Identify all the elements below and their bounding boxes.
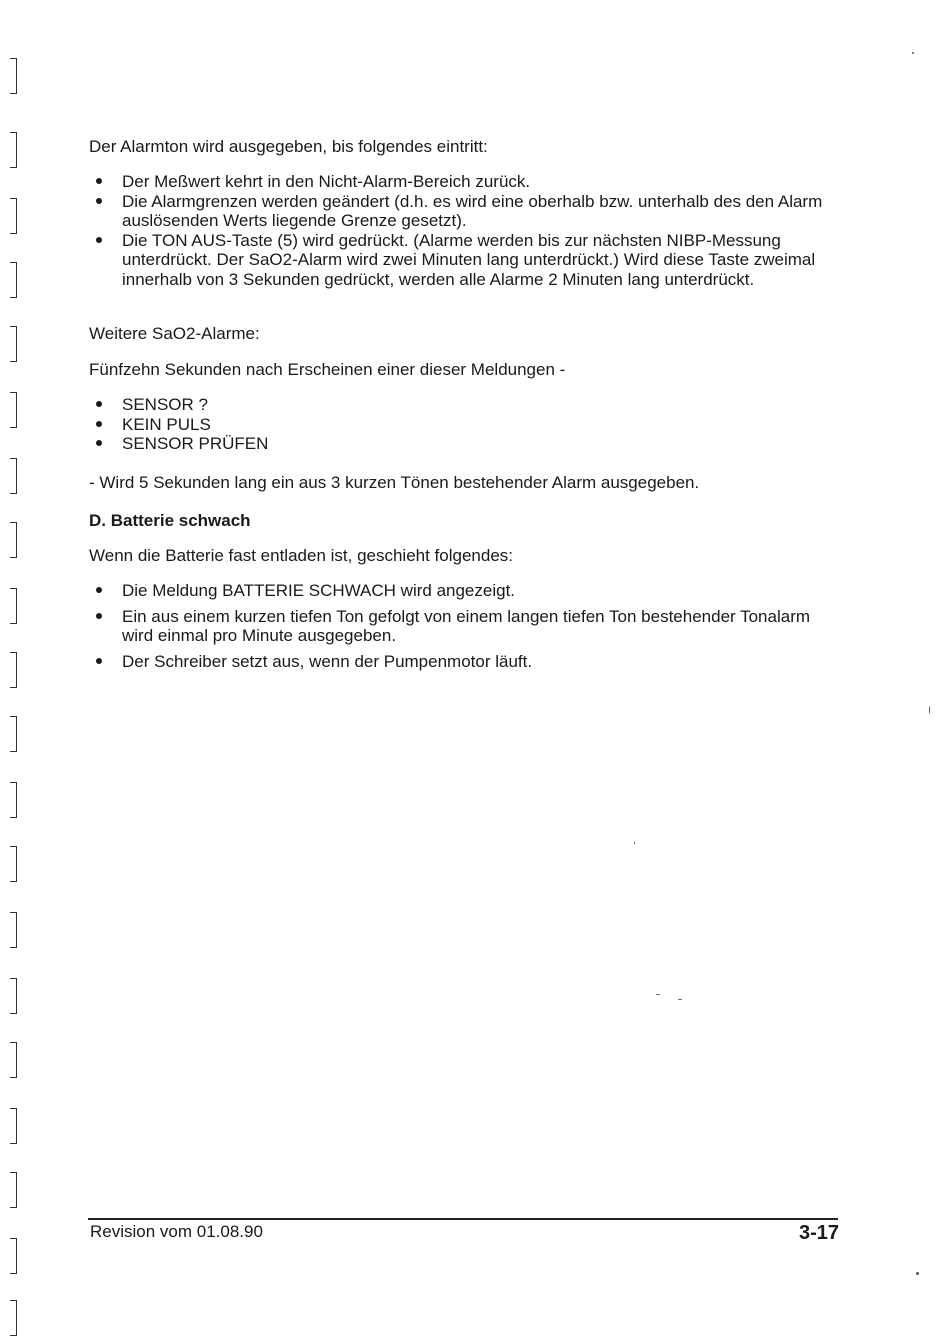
- sao2-messages-list: [89, 395, 829, 454]
- battery-list: [89, 581, 829, 671]
- scan-speck: [912, 52, 914, 54]
- list-item: Die Alarmgrenzen werden geändert (d.h. es wird eine oberhalb bzw. unterhalb des den Alarm auslösenden Werts liegende Grenze gesetzt).: [89, 192, 829, 231]
- list-item: SENSOR PRÜFEN: [89, 434, 829, 454]
- list-item: SENSOR ?: [89, 395, 829, 415]
- sao2-heading-block: [89, 324, 829, 344]
- battery-heading: D. Batterie schwach: [89, 511, 251, 530]
- scan-speck: [678, 999, 682, 1000]
- sao2-messages-block: [89, 395, 829, 454]
- battery-heading-block: [89, 511, 829, 531]
- list-item: Die TON AUS-Taste (5) wird gedrückt. (Alarme werden bis zur nächsten NIBP-Messung unterdrückt. Der SaO2-Alarm wird zwei Minuten lang unterdrückt.) Wird diese Taste zweimal innerhalb von 3 Sekunden gedrückt, werden alle Alarme 2 Minuten lang unterdrückt.: [89, 231, 829, 290]
- battery-list-block: [89, 581, 829, 677]
- list-item: Die Meldung BATTERIE SCHWACH wird angezeigt.: [89, 581, 829, 601]
- conditions-list-block: [89, 172, 829, 289]
- battery-lead-block: [89, 546, 829, 566]
- sao2-lead-block: [89, 360, 829, 380]
- intro-paragraph: [89, 137, 829, 157]
- sao2-heading: Weitere SaO2-Alarme:: [89, 324, 260, 343]
- conditions-list: [89, 172, 829, 289]
- sao2-lead: Fünfzehn Sekunden nach Erscheinen einer dieser Meldungen -: [89, 360, 566, 379]
- sao2-result-block: [89, 473, 829, 493]
- binder-edge: [4, 0, 24, 1344]
- footer-revision: Revision vom 01.08.90: [90, 1222, 263, 1241]
- scan-speck: [929, 706, 930, 714]
- list-item: KEIN PULS: [89, 415, 829, 435]
- sao2-result: - Wird 5 Sekunden lang ein aus 3 kurzen Tönen bestehender Alarm ausgegeben.: [89, 473, 700, 492]
- footer-rule: [88, 1218, 838, 1220]
- intro-text: Der Alarmton wird ausgegeben, bis folgendes eintritt:: [89, 137, 488, 156]
- scan-speck: [916, 1272, 919, 1275]
- scan-speck: [634, 842, 635, 844]
- battery-lead: Wenn die Batterie fast entladen ist, geschieht folgendes:: [89, 546, 514, 565]
- list-item: Der Meßwert kehrt in den Nicht-Alarm-Bereich zurück.: [89, 172, 829, 192]
- list-item: Der Schreiber setzt aus, wenn der Pumpenmotor läuft.: [89, 652, 829, 672]
- list-item: Ein aus einem kurzen tiefen Ton gefolgt von einem langen tiefen Ton bestehender Tonalarm wird einmal pro Minute ausgegeben.: [89, 607, 829, 646]
- page-number: 3-17: [798, 1222, 839, 1244]
- scan-speck: [656, 994, 660, 995]
